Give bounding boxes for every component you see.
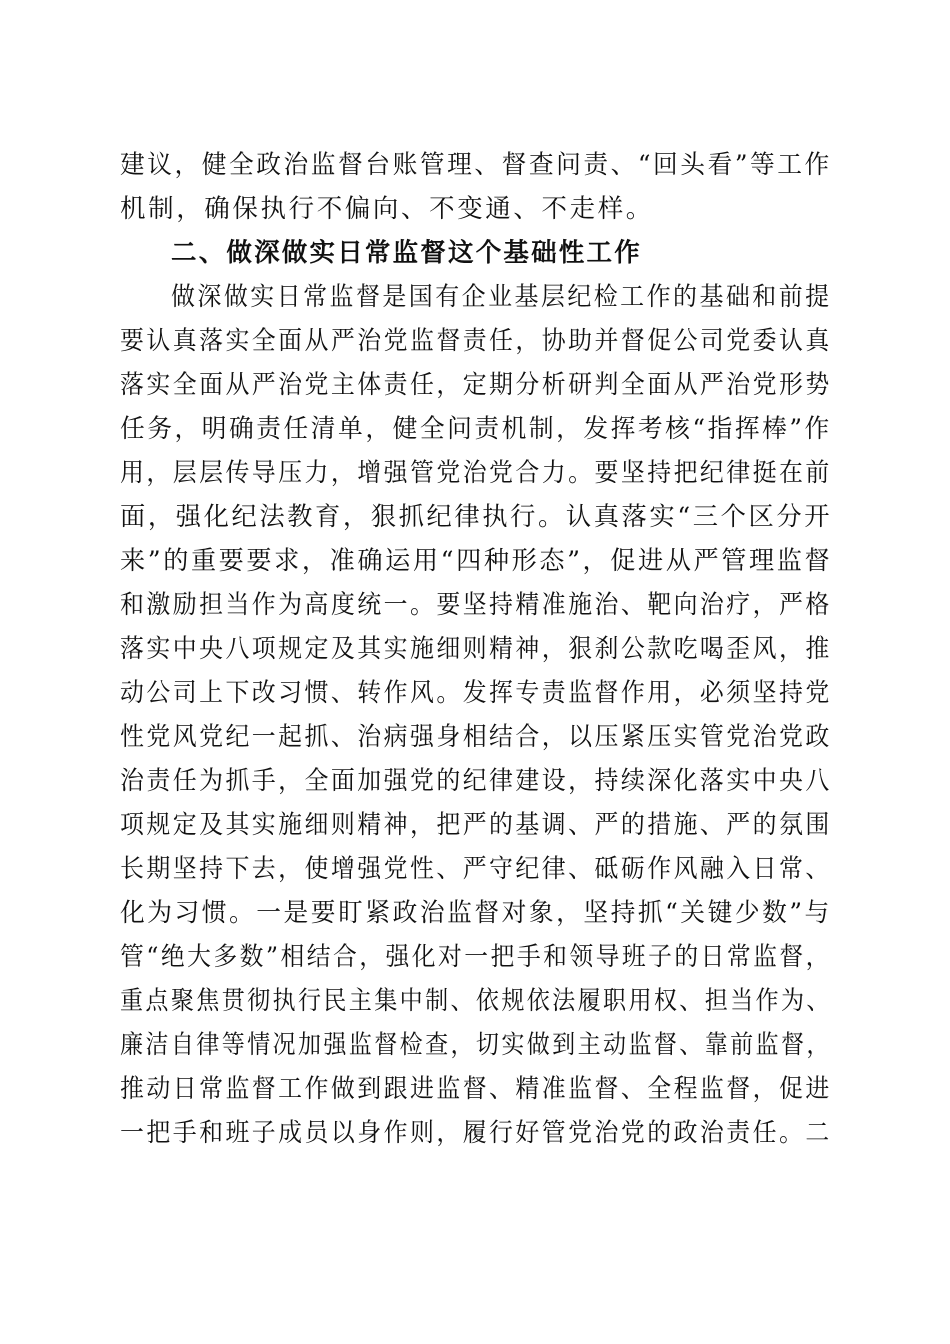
text-line-2: 机制，确保执行不偏向、不变通、不走样。 [120, 194, 654, 224]
text-line-12: 落实中央八项规定及其实施细则精神，狠刹公款吃喝歪风，推 [120, 634, 832, 664]
text-line-5: 要认真落实全面从严治党监督责任，协助并督促公司党委认真 [120, 326, 832, 356]
text-line-14: 性党风党纪一起抓、治病强身相结合，以压紧压实管党治党政 [120, 722, 832, 752]
text-line-11: 和激励担当作为高度统一。要坚持精准施治、靶向治疗，严格 [120, 590, 832, 620]
text-line-21: 廉洁自律等情况加强监督检查，切实做到主动监督、靠前监督， [120, 1030, 832, 1060]
text-line-19: 管“绝大多数”相结合，强化对一把手和领导班子的日常监督， [120, 942, 832, 972]
text-line-15: 治责任为抓手，全面加强党的纪律建设，持续深化落实中央八 [120, 766, 832, 796]
text-line-8: 用，层层传导压力，增强管党治党合力。要坚持把纪律挺在前 [120, 458, 832, 488]
text-line-1: 建议，健全政治监督台账管理、督查问责、“回头看”等工作 [120, 150, 832, 180]
text-line-7: 任务，明确责任清单，健全问责机制，发挥考核“指挥棒”作 [120, 414, 832, 444]
text-line-16: 项规定及其实施细则精神，把严的基调、严的措施、严的氛围 [120, 810, 832, 840]
text-line-17: 长期坚持下去，使增强党性、严守纪律、砥砺作风融入日常、 [120, 854, 832, 884]
text-line-20: 重点聚焦贯彻执行民主集中制、依规依法履职用权、担当作为、 [120, 986, 832, 1016]
text-line-22: 推动日常监督工作做到跟进监督、精准监督、全程监督，促进 [120, 1074, 832, 1104]
section-heading: 二、做深做实日常监督这个基础性工作 [171, 238, 642, 268]
text-line-4: 做深做实日常监督是国有企业基层纪检工作的基础和前提 [171, 282, 832, 312]
text-line-18: 化为习惯。一是要盯紧政治监督对象，坚持抓“关键少数”与 [120, 898, 832, 928]
text-line-23: 一把手和班子成员以身作则，履行好管党治党的政治责任。二 [120, 1118, 832, 1148]
text-line-10: 来”的重要要求，准确运用“四种形态”，促进从严管理监督 [120, 546, 833, 576]
text-line-9: 面，强化纪法教育，狠抓纪律执行。认真落实“三个区分开 [120, 502, 833, 532]
text-line-13: 动公司上下改习惯、转作风。发挥专责监督作用，必须坚持党 [120, 678, 832, 708]
text-line-6: 落实全面从严治党主体责任，定期分析研判全面从严治党形势 [120, 370, 832, 400]
